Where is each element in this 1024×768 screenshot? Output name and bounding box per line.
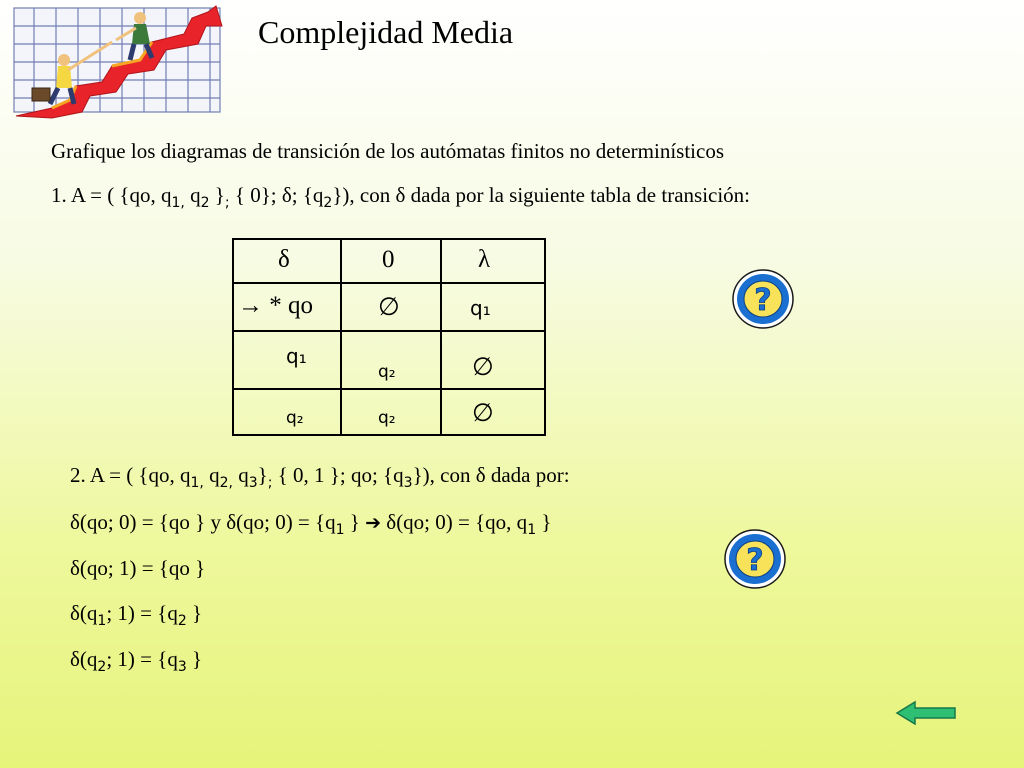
ex2-part: { 0, 1 }; qo; {q xyxy=(272,463,404,487)
def-part: ; 1) = {q xyxy=(106,647,178,671)
table-border xyxy=(232,434,546,436)
table-cell-state: q₂ xyxy=(286,408,304,428)
table-border xyxy=(232,282,546,284)
help-button-2[interactable] xyxy=(723,528,787,590)
table-border xyxy=(544,238,546,436)
ex1-sub: 2 xyxy=(200,195,210,211)
delta-definition-line-2: δ(qo; 1) = {qo } xyxy=(70,556,206,580)
svg-text:?: ? xyxy=(754,283,772,318)
slide-title: Complejidad Media xyxy=(258,14,514,50)
clipart-image xyxy=(12,4,226,122)
back-arrow-icon xyxy=(895,700,957,726)
intro-text: Grafique los diagramas de transición de los autómatas finitos no determinísticos xyxy=(51,139,725,163)
table-border xyxy=(440,238,442,436)
def-part: } xyxy=(186,601,203,625)
table-border xyxy=(232,238,546,240)
ex1-sub: 1, xyxy=(171,195,185,211)
def-part: δ(qo; 0) = {qo } y δ(qo; 0) = {q xyxy=(70,510,336,534)
ex2-sub: 1, xyxy=(190,475,204,491)
table-cell-state: → * qo xyxy=(238,292,313,319)
table-cell-empty-set: ∅ xyxy=(472,400,494,427)
def-part: } xyxy=(536,510,552,534)
ex2-part: }), con δ dada por: xyxy=(412,463,570,487)
def-part: δ(qo; 0) = {qo, q xyxy=(381,510,528,534)
def-sub: 2 xyxy=(177,613,187,629)
table-cell-state-ref: q₂ xyxy=(378,408,396,428)
def-sub: 1 xyxy=(335,522,345,538)
table-border xyxy=(340,238,342,436)
table-header-lambda: λ xyxy=(478,246,491,273)
delta-definition-line-1 xyxy=(70,510,552,538)
ex2-part: } xyxy=(257,463,268,487)
businessmen-climbing-chart-icon xyxy=(12,4,226,122)
table-border xyxy=(232,388,546,390)
table-header-delta: δ xyxy=(278,246,290,273)
def-sub: 1 xyxy=(97,613,107,629)
question-mark-icon xyxy=(723,528,787,590)
def-part: } xyxy=(186,647,203,671)
back-button[interactable] xyxy=(895,700,957,726)
svg-text:?: ? xyxy=(746,543,764,578)
def-part: δ(q xyxy=(70,601,98,625)
delta-definition-line-3 xyxy=(70,601,203,629)
ex2-part: 2. A = ( {qo, q xyxy=(70,463,191,487)
table-header-zero: 0 xyxy=(382,246,395,273)
help-button-1[interactable] xyxy=(731,268,795,330)
table-cell-state-ref: q₂ xyxy=(378,362,396,382)
def-sub: 2 xyxy=(97,659,107,675)
ex1-sub: ; xyxy=(224,195,230,211)
question-mark-icon xyxy=(731,268,795,330)
ex1-sub: 2 xyxy=(323,195,333,211)
def-sub: 1 xyxy=(527,522,537,538)
def-part: } xyxy=(344,510,366,534)
delta-definition-line-4 xyxy=(70,647,203,675)
exercise-1-statement xyxy=(51,183,751,211)
def-part: ; 1) = {q xyxy=(106,601,178,625)
table-cell-empty-set: ∅ xyxy=(472,354,494,381)
def-part: δ(q xyxy=(70,647,98,671)
table-cell-empty-set: ∅ xyxy=(378,294,400,321)
table-cell-state-ref: q₁ xyxy=(470,296,491,320)
transition-table xyxy=(232,238,546,436)
ex2-part: q xyxy=(232,463,249,487)
right-arrow-icon: ➔ xyxy=(365,512,382,534)
ex2-sub: 2, xyxy=(219,475,233,491)
ex1-part: 1. A = ( {qo, q xyxy=(51,183,172,207)
exercise-2-statement xyxy=(70,463,570,491)
ex1-part: } xyxy=(209,183,225,207)
ex2-sub: 3 xyxy=(248,475,258,491)
ex2-sub: 3 xyxy=(403,475,413,491)
ex2-sub: ; xyxy=(267,475,273,491)
table-border xyxy=(232,330,546,332)
table-border xyxy=(232,238,234,436)
ex1-part: }), con δ dada por la siguiente tabla de transición: xyxy=(332,183,751,207)
ex1-part: { 0}; δ; {q xyxy=(229,183,324,207)
table-cell-state: q₁ xyxy=(286,344,307,368)
ex2-part: q xyxy=(203,463,220,487)
ex1-part: q xyxy=(184,183,201,207)
def-sub: 3 xyxy=(177,659,187,675)
